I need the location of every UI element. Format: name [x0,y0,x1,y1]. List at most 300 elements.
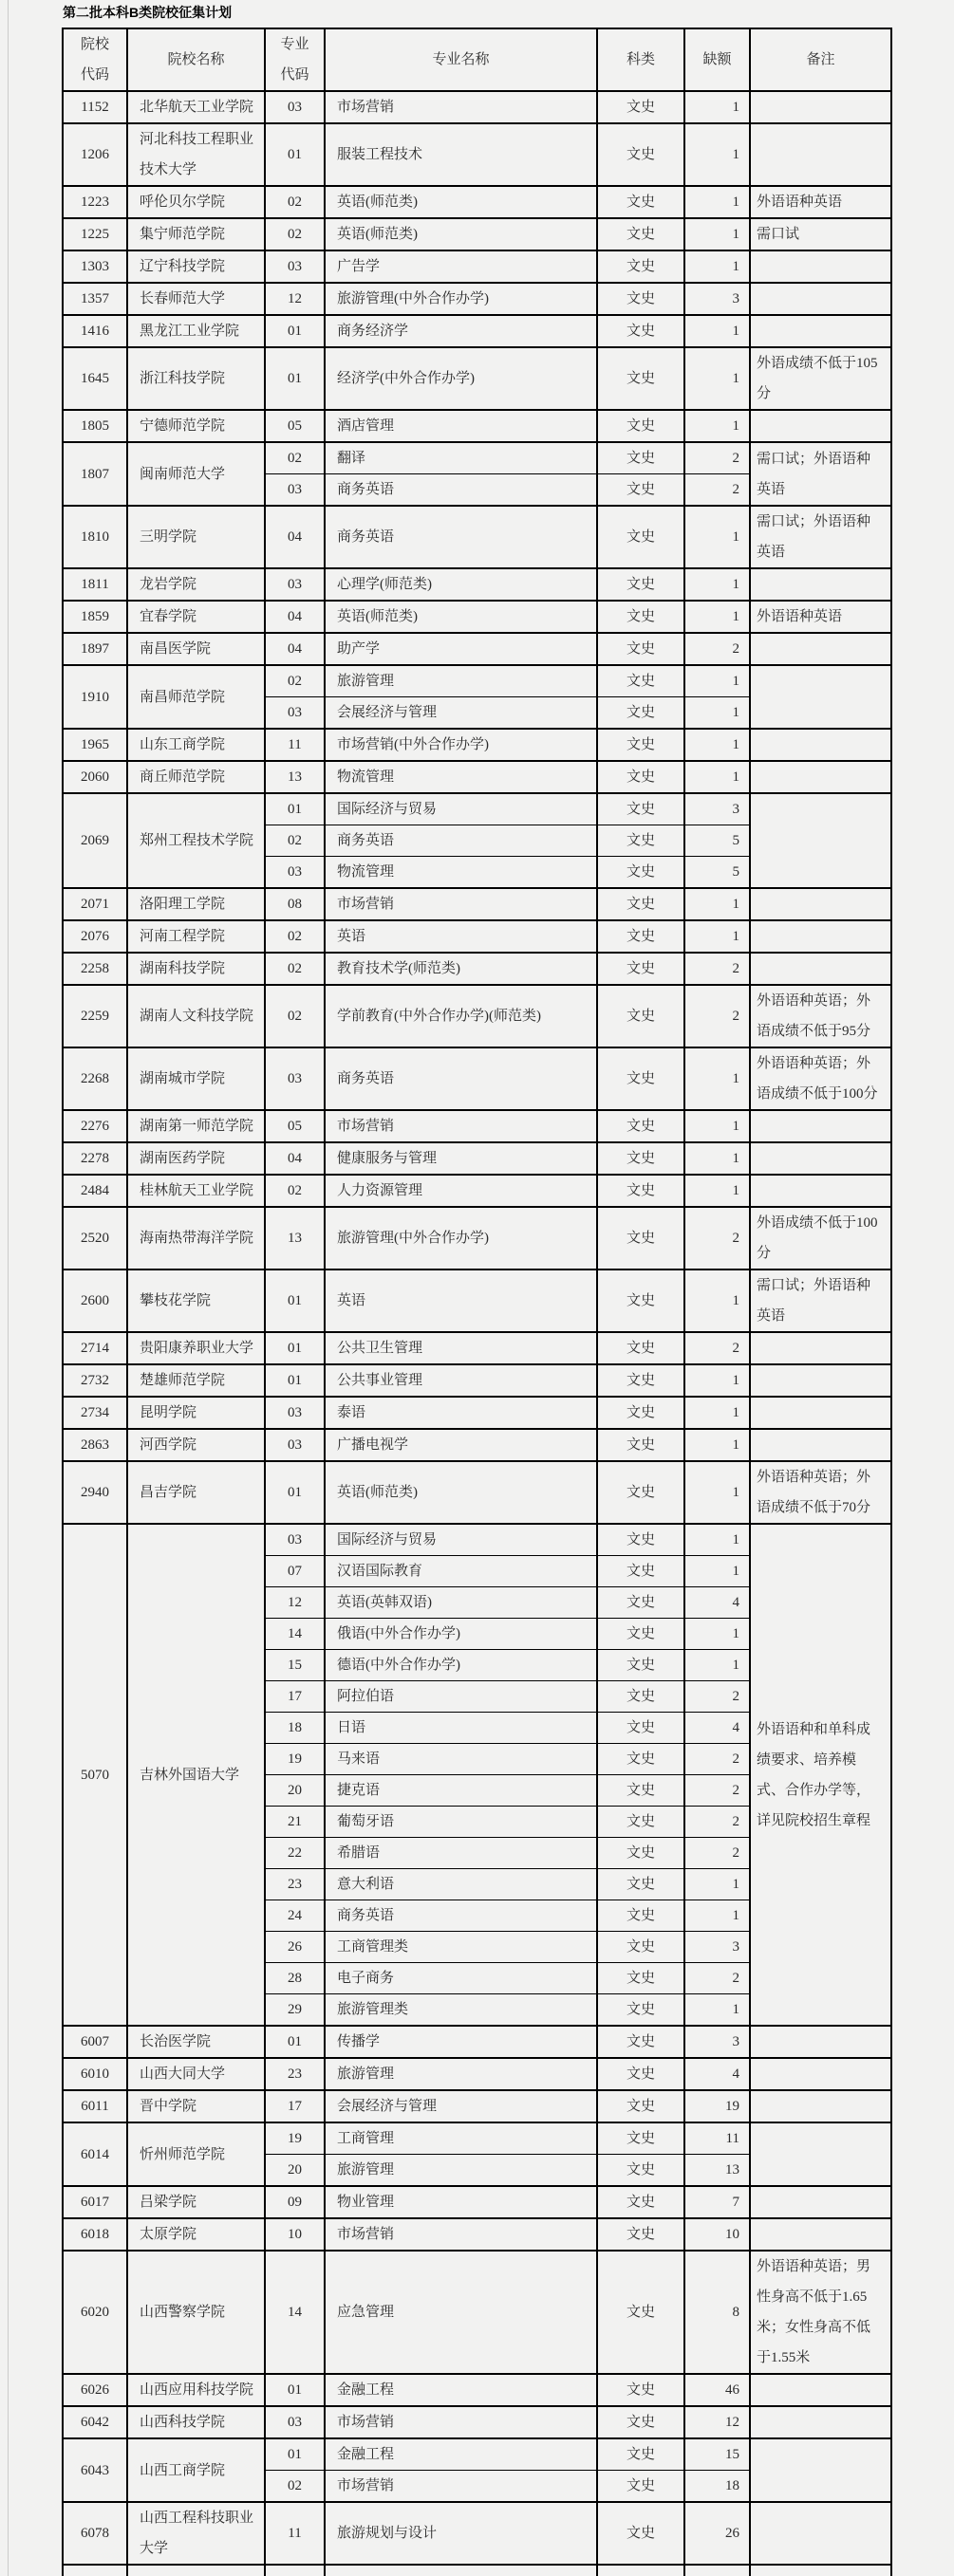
category-cell: 文史 [597,568,684,601]
category-cell: 文史 [597,186,684,218]
table-header [63,28,891,91]
page-left-border [8,0,9,2576]
major-code-cell: 19 [265,2122,325,2155]
major-code-cell: 29 [265,1994,325,2027]
college-name-cell: 河南工程学院 [127,920,265,953]
college-code-cell: 6020 [63,2251,127,2374]
remark-cell [750,793,891,888]
major-name-cell: 旅游管理类 [325,1994,597,2027]
college-group-row [63,888,891,920]
vacancy-cell: 1 [684,91,750,123]
college-code-cell: 2071 [63,888,127,920]
vacancy-cell: 4 [684,1713,750,1744]
remark-cell [750,2186,891,2218]
major-name-cell: 马来语 [325,1744,597,1775]
category-cell: 文史 [597,2155,684,2187]
category-cell: 文史 [597,729,684,761]
major-code-cell: 14 [265,2251,325,2374]
vacancy-cell: 10 [684,2218,750,2251]
college-code-cell: 1897 [63,633,127,665]
major-code-cell: 03 [265,568,325,601]
category-cell: 文史 [597,218,684,250]
major-name-cell: 阿拉伯语 [325,1681,597,1713]
college-name-cell: 海南热带海洋学院 [127,1207,265,1269]
major-code-cell: 03 [265,1397,325,1429]
college-group-row [63,2090,891,2122]
category-cell: 文史 [597,761,684,793]
college-group-row [63,568,891,601]
major-name-cell: 市场营销 [325,2471,597,2503]
college-name-cell: 攀枝花学院 [127,1269,265,1332]
college-code-cell: 2259 [63,985,127,1047]
college-group-row [63,1429,891,1461]
category-cell: 文史 [597,1775,684,1807]
college-name-cell: 晋中学院 [127,2090,265,2122]
college-group-row [63,985,891,1047]
major-code-cell: 23 [265,1869,325,1900]
vacancy-cell: 1 [684,568,750,601]
category-cell: 文史 [597,825,684,857]
vacancy-cell: 1 [684,1429,750,1461]
major-code-cell: 13 [265,761,325,793]
college-group-row [63,2218,891,2251]
vacancy-cell: 1 [684,1650,750,1681]
category-cell: 文史 [597,283,684,315]
college-group-row [63,2406,891,2438]
major-name-cell: 汉语国际教育 [325,1556,597,1587]
vacancy-cell: 2 [684,953,750,985]
header-major-name: 专业名称 [325,28,597,91]
vacancy-cell: 1 [684,506,750,568]
college-code-cell: 6043 [63,2438,127,2502]
remark-cell: 外语语种英语；男性身高不低于1.65米；女性身高不低于1.55米 [750,2251,891,2374]
college-name-cell: 河北科技工程职业技术大学 [127,123,265,186]
major-code-cell: 02 [265,1175,325,1207]
category-cell: 文史 [597,1364,684,1397]
category-cell: 文史 [597,1524,684,1556]
vacancy-cell: 2 [684,1207,750,1269]
vacancy-cell: 26 [684,2502,750,2565]
college-group-row [63,283,891,315]
college-group-row [63,442,891,474]
major-code-cell: 26 [265,1932,325,1963]
college-name-cell: 宁德师范学院 [127,410,265,442]
vacancy-cell: 1 [684,697,750,730]
category-cell: 文史 [597,442,684,474]
vacancy-cell: 46 [684,2374,750,2406]
vacancy-cell: 1 [684,186,750,218]
remark-cell [750,920,891,953]
college-group-row [63,1142,891,1175]
vacancy-cell: 1 [684,315,750,347]
college-code-cell: 5070 [63,1524,127,2026]
vacancy-cell: 2 [684,633,750,665]
college-name-cell: 南昌师范学院 [127,665,265,729]
major-code-cell: 21 [265,1807,325,1838]
college-name-cell: 北华航天工业学院 [127,91,265,123]
major-code-cell: 02 [265,2471,325,2503]
major-name-cell: 健康服务与管理 [325,1142,597,1175]
major-name-cell: 国际经济与贸易 [325,1524,597,1556]
vacancy-cell: 2 [684,1332,750,1364]
remark-cell [750,888,891,920]
vacancy-cell: 1 [684,1556,750,1587]
category-cell: 文史 [597,1681,684,1713]
major-name-cell: 英语(师范类) [325,601,597,633]
major-name-cell: 物流管理 [325,761,597,793]
college-group-row [63,2058,891,2090]
major-code-cell: 10 [265,2218,325,2251]
major-code-cell: 03 [265,1429,325,1461]
college-group-row [63,2186,891,2218]
college-name-cell: 山西警察学院 [127,2251,265,2374]
major-name-cell: 助产学 [325,633,597,665]
vacancy-cell: 1 [684,1047,750,1110]
major-name-cell: 公共卫生管理 [325,1332,597,1364]
college-group-row [63,1364,891,1397]
category-cell: 文史 [597,250,684,283]
major-name-cell: 葡萄牙语 [325,1807,597,1838]
category-cell: 文史 [597,1838,684,1869]
college-code-cell: 6042 [63,2406,127,2438]
category-cell: 文史 [597,857,684,889]
college-group-row [63,91,891,123]
major-code-cell: 17 [265,1681,325,1713]
college-code-cell: 1416 [63,315,127,347]
major-name-cell: 物业管理 [325,2186,597,2218]
partial-cell [750,2565,891,2576]
college-code-cell: 1152 [63,91,127,123]
college-group-row [63,1524,891,1556]
college-group-row [63,2122,891,2155]
college-code-cell: 1805 [63,410,127,442]
remark-cell [750,2026,891,2058]
category-cell: 文史 [597,953,684,985]
college-name-cell: 湖南城市学院 [127,1047,265,1110]
category-cell: 文史 [597,1110,684,1142]
major-name-cell: 俄语(中外合作办学) [325,1619,597,1650]
remark-cell [750,2122,891,2186]
college-name-cell: 湖南医药学院 [127,1142,265,1175]
vacancy-cell: 19 [684,2090,750,2122]
remark-cell [750,568,891,601]
college-name-cell: 山西科技学院 [127,2406,265,2438]
major-name-cell: 市场营销(中外合作办学) [325,729,597,761]
vacancy-cell: 1 [684,1175,750,1207]
college-group-row [63,2502,891,2565]
major-code-cell: 14 [265,1619,325,1650]
college-name-cell: 桂林航天工业学院 [127,1175,265,1207]
major-code-cell: 15 [265,1650,325,1681]
major-code-cell: 02 [265,442,325,474]
major-name-cell: 翻译 [325,442,597,474]
vacancy-cell: 1 [684,1269,750,1332]
category-cell: 文史 [597,1175,684,1207]
category-cell: 文史 [597,2122,684,2155]
college-name-cell: 洛阳理工学院 [127,888,265,920]
college-group-row [63,953,891,985]
major-name-cell: 旅游管理 [325,665,597,697]
college-name-cell: 昌吉学院 [127,1461,265,1524]
remark-cell [750,250,891,283]
category-cell: 文史 [597,506,684,568]
major-name-cell: 英语 [325,920,597,953]
vacancy-cell: 1 [684,1142,750,1175]
college-code-cell: 2734 [63,1397,127,1429]
category-cell: 文史 [597,2471,684,2503]
vacancy-cell: 1 [684,347,750,410]
college-name-cell: 呼伦贝尔学院 [127,186,265,218]
category-cell: 文史 [597,1332,684,1364]
remark-cell: 外语语种英语；外语成绩不低于100分 [750,1047,891,1110]
college-group-row [63,1175,891,1207]
major-name-cell: 希腊语 [325,1838,597,1869]
remark-cell [750,1142,891,1175]
remark-cell [750,2502,891,2565]
college-group-row [63,633,891,665]
college-name-cell: 辽宁科技学院 [127,250,265,283]
category-cell: 文史 [597,1650,684,1681]
college-code-cell: 6017 [63,2186,127,2218]
college-code-cell: 2278 [63,1142,127,1175]
college-name-cell: 吉林外国语大学 [127,1524,265,2026]
vacancy-cell: 2 [684,1681,750,1713]
major-code-cell: 01 [265,1332,325,1364]
college-code-cell: 1810 [63,506,127,568]
vacancy-cell: 1 [684,1994,750,2027]
major-name-cell: 电子商务 [325,1963,597,1994]
major-name-cell: 商务经济学 [325,315,597,347]
college-code-cell: 6018 [63,2218,127,2251]
college-group-row [63,1047,891,1110]
major-name-cell: 商务英语 [325,825,597,857]
college-group-row [63,186,891,218]
college-code-cell: 2520 [63,1207,127,1269]
major-code-cell: 02 [265,186,325,218]
major-name-cell: 捷克语 [325,1775,597,1807]
category-cell: 文史 [597,920,684,953]
category-cell: 文史 [597,410,684,442]
college-code-cell: 1223 [63,186,127,218]
college-code-cell: 1965 [63,729,127,761]
major-name-cell: 物流管理 [325,857,597,889]
major-name-cell: 工商管理 [325,2122,597,2155]
category-cell: 文史 [597,697,684,730]
header-row [63,28,891,91]
major-name-cell: 旅游管理 [325,2155,597,2187]
major-code-cell: 11 [265,2502,325,2565]
college-group-row [63,250,891,283]
category-cell: 文史 [597,1556,684,1587]
college-group-row [63,2026,891,2058]
major-name-cell: 英语(师范类) [325,186,597,218]
college-name-cell: 山西工商学院 [127,2438,265,2502]
partial-row [63,2565,891,2576]
major-name-cell: 会展经济与管理 [325,2090,597,2122]
college-group-row [63,410,891,442]
college-group-row [63,793,891,825]
category-cell: 文史 [597,1429,684,1461]
vacancy-cell: 5 [684,825,750,857]
vacancy-cell: 2 [684,1744,750,1775]
college-code-cell: 2600 [63,1269,127,1332]
category-cell: 文史 [597,474,684,507]
major-name-cell: 日语 [325,1713,597,1744]
category-cell: 文史 [597,315,684,347]
major-name-cell: 服装工程技术 [325,123,597,186]
vacancy-cell: 1 [684,665,750,697]
college-code-cell: 2076 [63,920,127,953]
category-cell: 文史 [597,1807,684,1838]
major-code-cell: 13 [265,1207,325,1269]
college-name-cell: 集宁师范学院 [127,218,265,250]
college-group-row [63,347,891,410]
college-name-cell: 黑龙江工业学院 [127,315,265,347]
major-name-cell: 人力资源管理 [325,1175,597,1207]
college-group-row [63,1397,891,1429]
category-cell: 文史 [597,2406,684,2438]
major-name-cell: 金融工程 [325,2374,597,2406]
college-group-row [63,315,891,347]
category-cell: 文史 [597,2026,684,2058]
vacancy-cell: 2 [684,474,750,507]
major-code-cell: 04 [265,633,325,665]
remark-cell: 外语语种和单科成绩要求、培养模式、合作办学等，详见院校招生章程 [750,1524,891,2026]
remark-cell: 外语成绩不低于105分 [750,347,891,410]
vacancy-cell: 1 [684,1524,750,1556]
vacancy-cell: 1 [684,1461,750,1524]
college-name-cell: 宜春学院 [127,601,265,633]
major-code-cell: 02 [265,218,325,250]
major-code-cell: 02 [265,985,325,1047]
vacancy-cell: 18 [684,2471,750,2503]
remark-cell [750,761,891,793]
college-code-cell: 6014 [63,2122,127,2186]
major-name-cell: 工商管理类 [325,1932,597,1963]
college-group-row [63,1332,891,1364]
vacancy-cell: 3 [684,283,750,315]
category-cell: 文史 [597,1269,684,1332]
remark-cell [750,2438,891,2502]
major-name-cell: 心理学(师范类) [325,568,597,601]
college-group-row [63,218,891,250]
major-code-cell: 01 [265,1269,325,1332]
college-name-cell: 贵阳康养职业大学 [127,1332,265,1364]
college-name-cell: 太原学院 [127,2218,265,2251]
category-cell: 文史 [597,2186,684,2218]
category-cell: 文史 [597,1142,684,1175]
major-name-cell: 泰语 [325,1397,597,1429]
header-major-code: 专业代码 [265,28,325,91]
vacancy-cell: 1 [684,123,750,186]
college-name-cell: 长治医学院 [127,2026,265,2058]
vacancy-cell: 1 [684,729,750,761]
college-name-cell: 商丘师范学院 [127,761,265,793]
major-code-cell: 04 [265,506,325,568]
remark-cell: 需口试；外语语种英语 [750,1269,891,1332]
major-name-cell: 金融工程 [325,2438,597,2471]
college-code-cell: 6026 [63,2374,127,2406]
major-name-cell: 教育技术学(师范类) [325,953,597,985]
remark-cell: 外语成绩不低于100分 [750,1207,891,1269]
remark-cell: 外语语种英语；外语成绩不低于95分 [750,985,891,1047]
category-cell: 文史 [597,1869,684,1900]
partial-cell [265,2565,325,2576]
college-code-cell: 1303 [63,250,127,283]
vacancy-cell: 11 [684,2122,750,2155]
major-code-cell: 03 [265,91,325,123]
college-group-row [63,2438,891,2471]
major-code-cell: 12 [265,283,325,315]
major-name-cell: 酒店管理 [325,410,597,442]
vacancy-cell: 2 [684,442,750,474]
remark-cell [750,1397,891,1429]
college-group-row [63,2251,891,2374]
category-cell: 文史 [597,1744,684,1775]
partial-cell [684,2565,750,2576]
remark-cell [750,2090,891,2122]
major-name-cell: 国际经济与贸易 [325,793,597,825]
vacancy-cell: 2 [684,985,750,1047]
major-name-cell: 应急管理 [325,2251,597,2374]
vacancy-cell: 2 [684,1807,750,1838]
major-code-cell: 04 [265,1142,325,1175]
major-code-cell: 04 [265,601,325,633]
major-code-cell: 09 [265,2186,325,2218]
major-code-cell: 03 [265,857,325,889]
major-name-cell: 广告学 [325,250,597,283]
vacancy-cell: 13 [684,2155,750,2187]
category-cell: 文史 [597,2218,684,2251]
vacancy-cell: 12 [684,2406,750,2438]
category-cell: 文史 [597,1207,684,1269]
vacancy-cell: 8 [684,2251,750,2374]
category-cell: 文史 [597,985,684,1047]
table-body [63,91,891,2576]
major-code-cell: 23 [265,2058,325,2090]
college-name-cell: 山西应用科技学院 [127,2374,265,2406]
vacancy-cell: 4 [684,2058,750,2090]
major-code-cell: 20 [265,2155,325,2187]
category-cell: 文史 [597,888,684,920]
vacancy-cell: 1 [684,1364,750,1397]
college-code-cell: 2714 [63,1332,127,1364]
major-name-cell: 旅游管理 [325,2058,597,2090]
college-name-cell: 山西大同大学 [127,2058,265,2090]
category-cell: 文史 [597,2502,684,2565]
remark-cell [750,123,891,186]
major-code-cell: 03 [265,1047,325,1110]
vacancy-cell: 7 [684,2186,750,2218]
major-name-cell: 旅游管理(中外合作办学) [325,1207,597,1269]
vacancy-cell: 1 [684,888,750,920]
college-code-cell: 1357 [63,283,127,315]
vacancy-cell: 1 [684,1619,750,1650]
header-college-code: 院校代码 [63,28,127,91]
college-name-cell: 河西学院 [127,1429,265,1461]
remark-cell: 外语语种英语 [750,186,891,218]
college-name-cell: 闽南师范大学 [127,442,265,506]
category-cell: 文史 [597,1963,684,1994]
college-name-cell: 吕梁学院 [127,2186,265,2218]
college-code-cell: 2276 [63,1110,127,1142]
major-code-cell: 01 [265,793,325,825]
category-cell: 文史 [597,2058,684,2090]
major-code-cell: 07 [265,1556,325,1587]
remark-cell [750,1175,891,1207]
college-code-cell: 1859 [63,601,127,633]
college-group-row [63,1269,891,1332]
